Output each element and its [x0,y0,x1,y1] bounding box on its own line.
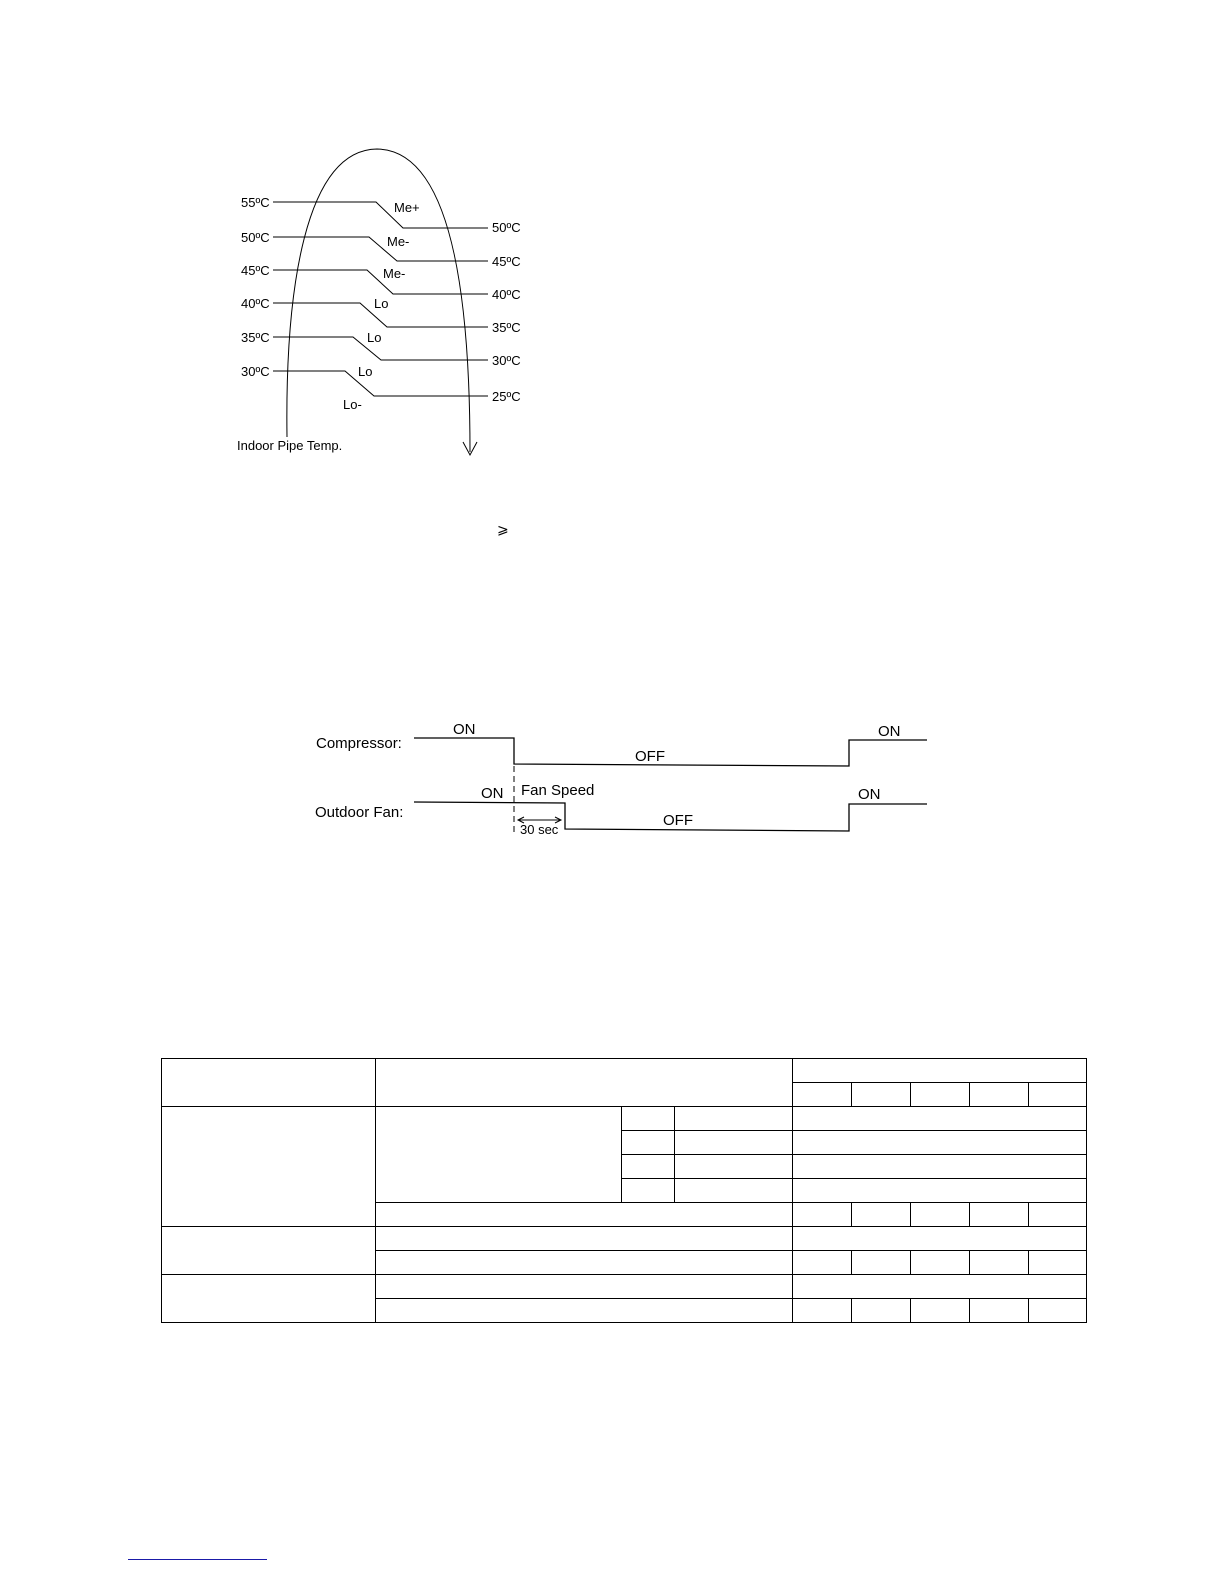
table-cell [376,1275,793,1299]
parameter-table [161,1058,1087,1323]
table-cell [852,1083,911,1107]
table-cell [1029,1299,1087,1323]
table-cell [1029,1083,1087,1107]
table-cell [793,1131,1087,1155]
compressor-signal [414,738,927,766]
fall-threshold: 25ºC [492,389,521,404]
compressor-on-label: ON [453,721,476,738]
table-cell [793,1179,1087,1203]
compressor-on-label: ON [878,723,901,740]
greater-equal-symbol: ⩾ [497,522,509,538]
table-cell [852,1251,911,1275]
table-cell [911,1299,970,1323]
fan-speed-label: Fan Speed [521,782,595,799]
speed-label: Me- [383,266,406,281]
axis-label: Indoor Pipe Temp. [237,438,343,453]
table-cell [622,1155,675,1179]
table-cell [622,1107,675,1131]
table-cell [911,1251,970,1275]
speed-label: Lo- [343,397,362,412]
table-cell [675,1107,793,1131]
table-cell [852,1299,911,1323]
table-cell [911,1083,970,1107]
table-cell [376,1227,793,1251]
speed-label: Me- [387,234,410,249]
table-cell [793,1083,852,1107]
compressor-label: Compressor: [316,735,402,752]
table-row [162,1107,1087,1131]
fall-threshold: 35ºC [492,320,521,335]
table-cell [675,1155,793,1179]
fall-threshold: 30ºC [492,353,521,368]
table-cell [675,1131,793,1155]
table-cell [675,1179,793,1203]
fall-threshold: 45ºC [492,254,521,269]
table-cell [793,1251,852,1275]
fan-on-label: ON [481,785,504,802]
table-cell [162,1275,376,1323]
table-cell [376,1299,793,1323]
rise-threshold: 35ºC [241,330,270,345]
table-cell [376,1203,793,1227]
rise-threshold: 40ºC [241,296,270,311]
table-cell [793,1227,1087,1251]
fan-on-label: ON [858,786,881,803]
table-row [162,1227,1087,1251]
table-cell [376,1059,793,1107]
rise-threshold: 50ºC [241,230,270,245]
outdoor-fan-label: Outdoor Fan: [315,804,404,821]
rise-threshold: 45ºC [241,263,270,278]
fall-threshold: 40ºC [492,287,521,302]
table-cell [793,1155,1087,1179]
delay-label: 30 sec [520,822,559,837]
table-cell [793,1275,1087,1299]
fall-threshold: 50ºC [492,220,521,235]
table-cell [376,1107,622,1203]
rise-threshold: 30ºC [241,364,270,379]
table-cell [1029,1203,1087,1227]
table-cell [1029,1251,1087,1275]
table-cell [793,1299,852,1323]
compressor-off-label: OFF [635,748,665,765]
table-cell [793,1107,1087,1131]
footer-rule [128,1559,267,1560]
table-row [162,1059,1087,1083]
table-cell [970,1251,1029,1275]
table-cell [911,1203,970,1227]
table-cell [162,1059,376,1107]
table-cell [793,1203,852,1227]
table-cell [793,1059,1087,1083]
speed-label: Lo [374,296,389,311]
table-cell [970,1203,1029,1227]
fan-off-label: OFF [663,812,693,829]
table-cell [162,1107,376,1227]
table-cell [970,1299,1029,1323]
table-cell [622,1131,675,1155]
speed-label: Lo [367,330,382,345]
speed-label: Lo [358,364,373,379]
table-cell [970,1083,1029,1107]
rise-threshold: 55ºC [241,195,270,210]
table-cell [852,1203,911,1227]
table-row [162,1275,1087,1299]
speed-label: Me+ [394,200,420,215]
table-cell [162,1227,376,1275]
table-cell [376,1251,793,1275]
table-cell [622,1179,675,1203]
